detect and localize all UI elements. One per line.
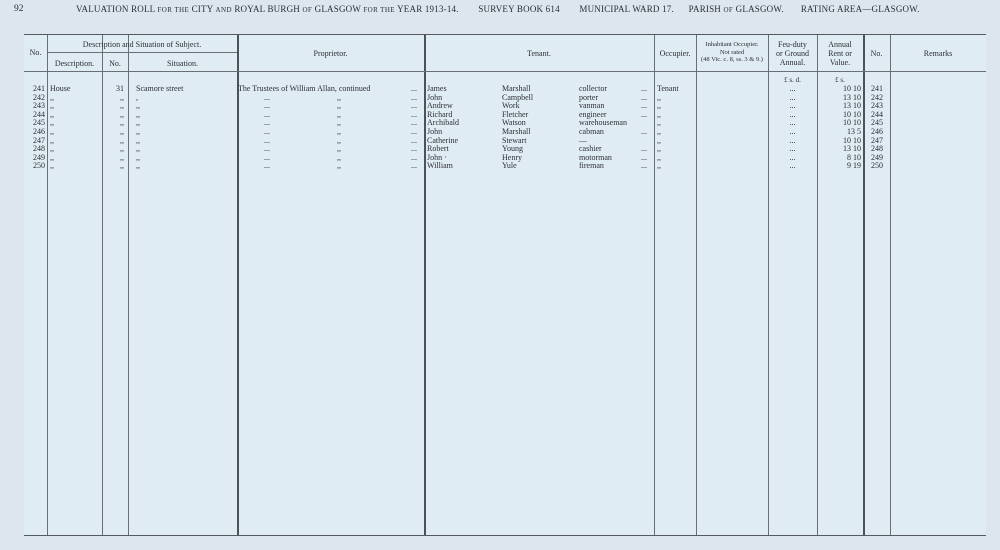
heading-ward: MUNICIPAL WARD 17. [579,4,674,14]
cell-annual-rent: 10 10 [843,135,861,145]
cell-no: 242 [33,92,45,102]
cell-tenant-first: John [427,92,443,102]
cell-tenant-surname: Campbell [502,92,534,102]
cell-no-right: 248 [871,144,883,154]
cell-feu-duty: ... [789,118,796,128]
cell-situation: ,, [136,144,140,154]
cell-no-right: 243 [871,101,883,111]
cell-subject-no: ,, [120,101,124,111]
cell-occupation-dots: ... [641,144,647,154]
leader-dots: ... [411,92,417,102]
cell-tenant-first: Andrew [427,101,453,111]
feu-currency-label: £ s. d. [784,76,801,84]
cell-proprietor: ... [264,109,270,119]
cell-tenant-first: James [427,84,447,93]
heading-parish-of: OF [723,6,734,14]
cell-annual-rent: 10 10 [843,109,861,119]
cell-proprietor: ... [264,161,270,171]
col-header-no: No. [29,48,42,57]
cell-proprietor: ... [264,152,270,162]
cell-proprietor-ditto: ,, [337,92,341,102]
cell-tenant-first: John · [427,152,447,162]
col-header-desc-group: Description and Situation of Subject. [82,40,202,49]
cell-proprietor-ditto: ,, [337,118,341,128]
cell-proprietor: The Trustees of William Allan, continued [238,84,371,93]
heading-year: YEAR 1913-14. [397,4,459,14]
cell-tenant-first: Catherine [427,135,459,145]
cell-occupation-dots: ... [641,152,647,162]
leader-dots: ... [411,152,417,162]
cell-tenant-surname: Marshall [502,127,531,136]
cell-occupier: ,, [657,118,661,128]
cell-feu-duty: ... [789,161,796,171]
cell-tenant-occupation: cabman [579,127,604,136]
cell-annual-rent: 10 10 [843,84,861,93]
cell-occupation-dots: ... [641,84,647,93]
cell-description: ,, [50,127,54,136]
cell-tenant-surname: Young [502,144,523,154]
cell-tenant-surname: Marshall [502,84,531,93]
cell-proprietor: ... [264,135,270,145]
cell-feu-duty: ... [789,152,796,162]
feu-line-3: Annual. [779,58,806,67]
cell-subject-no: ,, [120,144,124,154]
cell-proprietor-ditto: ,, [337,127,341,136]
cell-proprietor-ditto: ,, [337,101,341,111]
cell-subject-no: ,, [120,127,124,136]
cell-tenant-occupation: fireman [579,161,604,171]
cell-situation: ,, [136,118,140,128]
rule [102,35,103,535]
rent-line-3: Value. [829,58,851,67]
cell-feu-duty: ... [789,101,796,111]
cell-tenant-occupation: vanman [579,101,605,111]
col-header-subject-no: No. [109,59,121,68]
cell-tenant-first: Archibald [427,118,459,128]
cell-annual-rent: 13 10 [843,92,861,102]
page-heading [76,4,920,14]
cell-feu-duty: ... [789,127,796,136]
heading-of: OF [302,6,313,14]
cell-annual-rent: 13 10 [843,101,861,111]
cell-no: 248 [33,144,45,154]
col-header-tenant: Tenant. [527,49,551,58]
cell-tenant-first: John [427,127,443,136]
cell-tenant-surname: Work [502,101,520,111]
rule [47,35,48,535]
col-header-feu-duty [768,40,817,67]
cell-tenant-surname: Henry [502,152,522,162]
rule [128,35,129,535]
col-header-occupier: Occupier. [659,49,691,58]
rent-currency-label: £ s. [835,76,845,84]
cell-situation: ,, [136,109,140,119]
cell-situation: Scamore street [136,84,184,93]
cell-tenant-surname: Stewart [502,135,527,145]
page-number: 92 [14,4,24,14]
cell-annual-rent: 8 10 [847,152,861,162]
cell-proprietor: ... [264,118,270,128]
leader-dots: ... [411,101,417,111]
cell-proprietor-ditto: ,, [337,135,341,145]
col-header-annual-rent [817,40,863,67]
cell-occupier: ,, [657,92,661,102]
leader-dots: ... [411,127,417,136]
cell-feu-duty: ... [789,144,796,154]
cell-no: 246 [33,127,45,136]
cell-occupier: ,, [657,101,661,111]
cell-tenant-surname: Yule [502,161,517,171]
cell-proprietor: ... [264,127,270,136]
cell-occupation-dots: ... [641,127,647,136]
cell-description: ,, [50,109,54,119]
cell-description: ,, [50,144,54,154]
cell-description: ,, [50,161,54,171]
cell-description: House [50,84,71,93]
cell-occupier: ,, [657,161,661,171]
cell-tenant-occupation: porter [579,92,599,102]
cell-occupation-dots: ... [641,92,647,102]
cell-occupier: Tenant [657,84,679,93]
cell-tenant-occupation: — [579,135,587,145]
leader-dots: ... [411,118,417,128]
cell-no: 247 [33,135,45,145]
cell-annual-rent: 10 10 [843,118,861,128]
col-header-description: Description. [54,59,95,68]
heading-for-the: FOR THE [157,6,190,14]
cell-description: ,, [50,135,54,145]
cell-subject-no: ,, [120,152,124,162]
cell-no-right: 249 [871,152,883,162]
cell-proprietor-ditto: ,, [337,152,341,162]
rent-line-2: Rent or [828,49,852,58]
feu-line-2: or Ground [775,49,810,58]
leader-dots: ... [411,135,417,145]
cell-tenant-surname: Watson [502,118,526,128]
cell-tenant-occupation: collector [579,84,607,93]
cell-feu-duty: ... [789,109,796,119]
rent-line-1: Annual [828,40,852,49]
cell-subject-no: ,, [120,161,124,171]
heading-title: VALUATION ROLL [76,4,156,14]
heading-and: AND [215,6,232,14]
cell-no: 249 [33,152,45,162]
cell-subject-no: ,, [120,135,124,145]
cell-tenant-first: Robert [427,144,449,154]
cell-tenant-occupation: motorman [579,152,612,162]
cell-occupier: ,, [657,127,661,136]
cell-no-right: 247 [871,135,883,145]
cell-annual-rent: 13 10 [843,144,861,154]
cell-occupier: ,, [657,109,661,119]
cell-tenant-first: Richard [427,109,453,119]
cell-occupier: ,, [657,152,661,162]
cell-proprietor: ... [264,92,270,102]
cell-no: 245 [33,118,45,128]
cell-annual-rent: 13 5 [847,127,861,136]
leader-dots: ... [411,144,417,154]
cell-proprietor-ditto: ,, [337,161,341,171]
cell-tenant-occupation: engineer [579,109,607,119]
inhabitant-line-2: Not rated [719,48,745,56]
col-header-no-right: No. [870,49,883,58]
cell-situation: ,, [136,127,140,136]
cell-proprietor-ditto: ,, [337,144,341,154]
cell-tenant-first: William [427,161,453,171]
heading-rating-area: RATING AREA—GLASGOW. [800,4,920,14]
leader-dots: ... [411,84,417,93]
cell-tenant-surname: Fletcher [502,109,529,119]
cell-tenant-occupation: cashier [579,144,602,154]
leader-dots: ... [411,109,417,119]
heading-survey-book: SURVEY BOOK 614 [478,4,560,14]
cell-occupier: ,, [657,135,661,145]
cell-description: ,, [50,152,54,162]
cell-situation: ,, [136,152,140,162]
col-header-proprietor: Proprietor. [313,49,348,58]
col-header-inhabitant [696,41,768,64]
cell-proprietor: ... [264,101,270,111]
rule [237,35,239,535]
cell-situation: ,, [136,135,140,145]
col-header-remarks: Remarks [923,49,953,58]
leader-dots: ... [411,161,417,171]
cell-description: ,, [50,118,54,128]
cell-situation: ,, [136,101,140,111]
cell-situation: ,, [136,161,140,171]
rule [47,52,237,53]
cell-subject-no: ,, [120,109,124,119]
heading-royal-burgh: ROYAL BURGH [234,4,300,14]
cell-tenant-occupation: warehouseman [579,118,627,128]
cell-feu-duty: ... [789,135,796,145]
valuation-table [24,34,986,536]
cell-occupation-dots: ... [641,161,647,171]
cell-no: 244 [33,109,45,119]
cell-proprietor: ... [264,144,270,154]
cell-situation: , [136,92,138,102]
cell-occupier: ,, [657,144,661,154]
cell-no: 243 [33,101,45,111]
cell-subject-no: 31 [116,84,124,93]
feu-line-1: Feu-duty [778,40,807,49]
cell-no-right: 245 [871,118,883,128]
cell-annual-rent: 9 19 [847,161,861,171]
cell-description: ,, [50,101,54,111]
cell-proprietor-ditto: ,, [337,109,341,119]
cell-description: ,, [50,92,54,102]
heading-glasgow: GLASGOW [314,4,361,14]
col-header-situation: Situation. [167,59,198,68]
inhabitant-line-1: Inhabitant Occupier. [705,41,759,48]
rule [890,35,891,535]
cell-no: 241 [33,84,45,93]
cell-occupation-dots: ... [641,101,647,111]
cell-no-right: 241 [871,84,883,93]
inhabitant-line-3: (48 Vic. c. 8, ss. 3 & 9.) [701,56,763,63]
heading-for-the-2: FOR THE [363,6,395,14]
cell-no-right: 246 [871,127,883,136]
cell-no-right: 250 [871,161,883,171]
cell-no: 250 [33,161,45,171]
cell-occupation-dots: ... [641,109,647,119]
cell-no-right: 244 [871,109,883,119]
heading-parish: PARISH [688,4,722,14]
heading-parish-name: GLASGOW. [735,4,784,14]
rule [24,71,986,72]
cell-no-right: 242 [871,92,883,102]
cell-feu-duty: ... [789,84,796,93]
heading-city: CITY [191,4,214,14]
rule [654,35,655,535]
cell-feu-duty: ... [789,92,796,102]
cell-subject-no: ,, [120,118,124,128]
cell-subject-no: ,, [120,92,124,102]
